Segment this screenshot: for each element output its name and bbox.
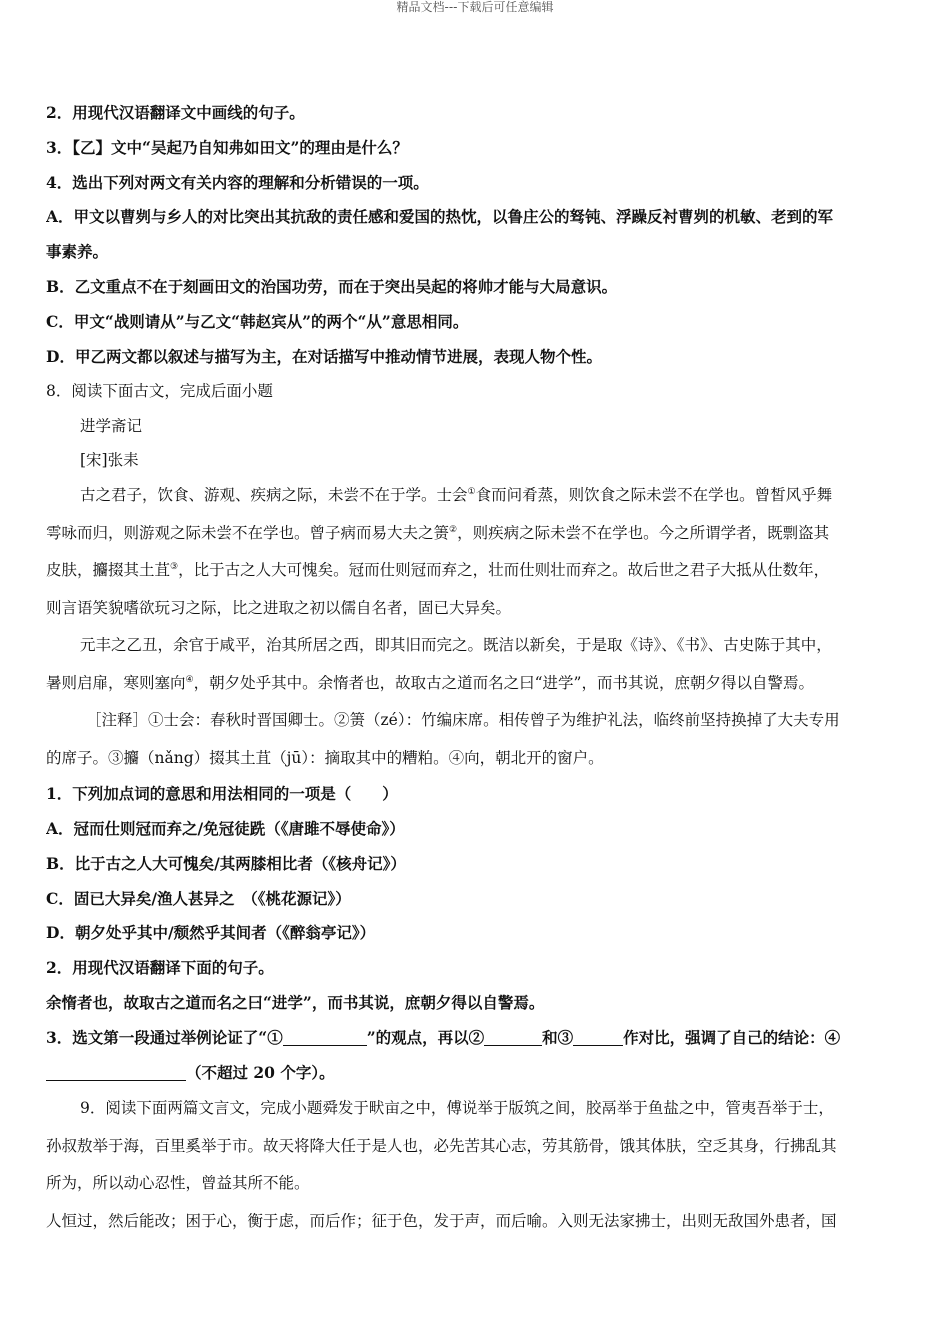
question-4-choose: 4．选出下列对两文有关内容的理解和分析错误的一项。 bbox=[46, 172, 429, 192]
passage-p1-line3: 皮肤，攟掇其土苴③，比于古之人大可愧矣。冠而仕则冠而弃之，壮而仕则壮而弃之。故后世之君子大抵从仕数年， bbox=[46, 561, 830, 580]
word-option-a: A．冠而仕则冠而弃之/免冠徒跣（《唐雎不辱使命》） bbox=[46, 812, 904, 847]
sentence-to-translate: 余惰者也，故取古之道而名之曰“进学”，而书其说，庶朝夕得以自警焉。 bbox=[46, 992, 545, 1012]
question-8-intro: 8．阅读下面古文，完成后面小题 bbox=[46, 382, 273, 401]
passage-p2-line2: 暑则启扉，寒则塞向④，朝夕处乎其中。余惰者也，故取古之道而名之曰“进学”，而书其说，庶朝夕得以自警焉。 bbox=[46, 673, 814, 692]
option-a-line1: A．甲文以曹刿与乡人的对比突出其抗敌的责任感和爱国的热忱，以鲁庄公的驽钝、浮躁反衬曹刿的机敏、老到的军 bbox=[46, 207, 834, 227]
document-body bbox=[46, 96, 904, 1240]
answer-blank-4[interactable] bbox=[46, 1064, 186, 1081]
option-a-line2: 事素养。 bbox=[46, 242, 109, 262]
passage-p1-line4: 则言语笑貌嗜欲玩习之际，比之进取之初以儒自名者，固已大异矣。 bbox=[46, 598, 512, 617]
option-c: C．甲文“战则请从”与乙文“韩赵宾从”的两个“从”意思相同。 bbox=[46, 311, 469, 331]
answer-blank-1[interactable] bbox=[283, 1029, 367, 1046]
word-option-d: D．朝夕处乎其中/颓然乎其间者（《醉翁亭记》） bbox=[46, 916, 904, 951]
passage-author: [宋]张耒 bbox=[80, 451, 139, 470]
passage-p2-line1: 元丰之乙丑，余官于咸平，治其所居之西，即其旧而完之。既洁以新矣，于是取《诗》、《书》、古史陈于其中， bbox=[80, 636, 832, 655]
annotation-line1: ［注释］①士会：春秋时晋国卿士。②箦（zé）：竹编床席。相传曾子为维护礼法，临终前坚持换掉了大夫专用 bbox=[86, 711, 840, 730]
answer-blank-3[interactable] bbox=[573, 1029, 623, 1046]
question-3-fill: 3．选文第一段通过举例论证了“① ”的观点，再以② 和③ 作对比，强调了自己的结论：④ bbox=[46, 1027, 841, 1047]
page-header: 精品文档---下载后可任意编辑 bbox=[396, 0, 554, 14]
passage-p1-line2: 雩咏而归，则游观之际未尝不在学也。曾子病而易大夫之箦②，则疾病之际未尝不在学也。今之所谓学者，既剽盗其 bbox=[46, 523, 830, 542]
annotation-line2: 的席子。③攟（nǎng）掇其土苴（jū）：摘取其中的糟粕。④向，朝北开的窗户。 bbox=[46, 748, 604, 767]
answer-blank-2[interactable] bbox=[484, 1029, 542, 1046]
passage-title: 进学斋记 bbox=[80, 417, 143, 436]
option-d: D．甲乙两文都以叙述与描写为主，在对话描写中推动情节进展，表现人物个性。 bbox=[46, 346, 602, 366]
option-b: B．乙文重点不在于刻画田文的治国功劳，而在于突出吴起的将帅才能与大局意识。 bbox=[46, 276, 618, 296]
word-option-c: C．固已大异矣/渔人甚异之 （《桃花源记》） bbox=[46, 882, 904, 917]
question-1-words: 1．下列加点词的意思和用法相同的一项是（ ） bbox=[46, 784, 398, 804]
question-3-fill-line2: （不超过 20 个字）。 bbox=[46, 1056, 904, 1091]
passage-p1-line1: 古之君子，饮食、游观、疾病之际，未尝不在于学。士会①食而问肴蒸，则饮食之际未尝不在学也。曾皙风乎舞 bbox=[80, 486, 833, 505]
question-9-line1: 9．阅读下面两篇文言文，完成小题舜发于畎亩之中，傅说举于版筑之间，胶鬲举于鱼盐之中，管夷吾举于士， bbox=[80, 1099, 834, 1118]
word-option-b: B．比于古之人大可愧矣/其两膝相比者（《核舟记》） bbox=[46, 847, 904, 882]
question-9-line3: 所为，所以动心忍性，曾益其所不能。 bbox=[46, 1174, 310, 1193]
question-9-line2: 孙叔敖举于海，百里奚举于市。故天将降大任于是人也，必先苦其心志，劳其筋骨，饿其体肤，空乏其身，行拂乱其 bbox=[46, 1136, 837, 1155]
question-2-translate: 2．用现代汉语翻译文中画线的句子。 bbox=[46, 103, 305, 122]
question-3-reason: 3．【乙】文中“吴起乃自知弗如田文”的理由是什么？ bbox=[46, 137, 408, 157]
question-2-sentence: 2．用现代汉语翻译下面的句子。 bbox=[46, 958, 274, 978]
question-9-line4: 人恒过，然后能改；困于心，衡于虑，而后作；征于色，发于声，而后喻。入则无法家拂士，出则无敌国外患者，国 bbox=[46, 1211, 837, 1230]
